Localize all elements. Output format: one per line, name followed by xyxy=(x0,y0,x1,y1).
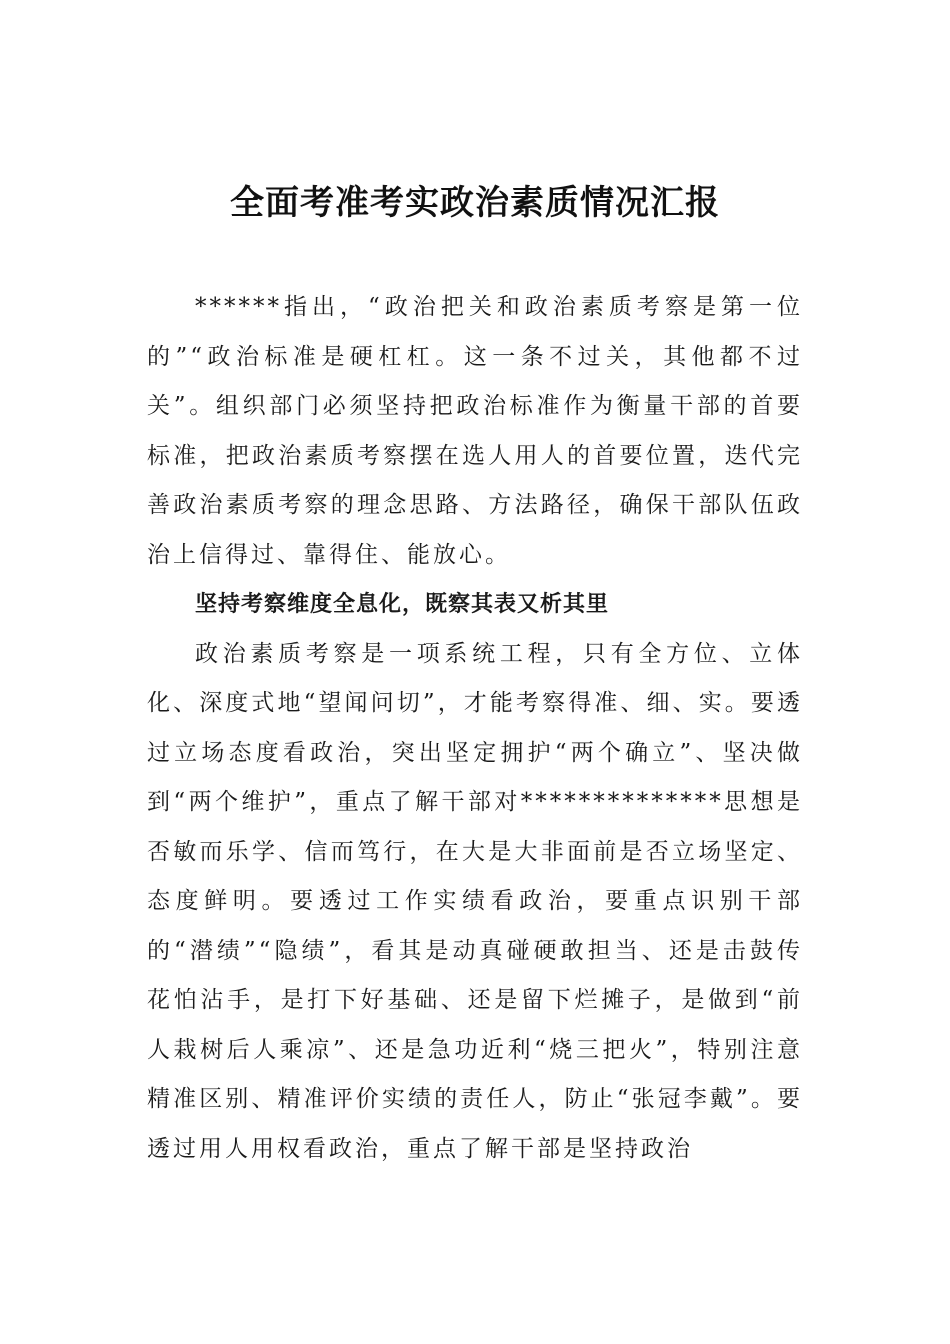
document-body xyxy=(147,283,803,1174)
document-title: 全面考准考实政治素质情况汇报 xyxy=(230,183,720,223)
section-paragraph: 政治素质考察是一项系统工程，只有全方位、立体化、深度式地“望闻问切”，才能考察得准、细、实。要透过立场态度看政治，突出坚定拥护“两个确立”、坚决做到“两个维护”，重点了解干部对**************思想是否敏而乐学、信而笃行，在大是大非面前是否立场坚定、态度鲜明。要透过工作实绩看政治，要重点识别干部的“潜绩”“隐绩”，看其是动真碰硬敢担当、还是击鼓传花怕沾手，是打下好基础、还是留下烂摊子，是做到“前人栽树后人乘凉”、还是急功近利“烧三把火”，特别注意精准区别、精准评价实绩的责任人，防止“张冠李戴”。要透过用人用权看政治，重点了解干部是坚持政治 xyxy=(147,640,803,1162)
section-heading: 坚持考察维度全息化，既察其表又析其里 xyxy=(195,592,610,617)
intro-paragraph: ******指出，“政治把关和政治素质考察是第一位的”“政治标准是硬杠杠。这一条不过关，其他都不过关”。组织部门必须坚持把政治标准作为衡量干部的首要标准，把政治素质考察摆在选人用人的首要位置，迭代完善政治素质考察的理念思路、方法路径，确保干部队伍政治上信得过、靠得住、能放心。 xyxy=(147,294,803,568)
